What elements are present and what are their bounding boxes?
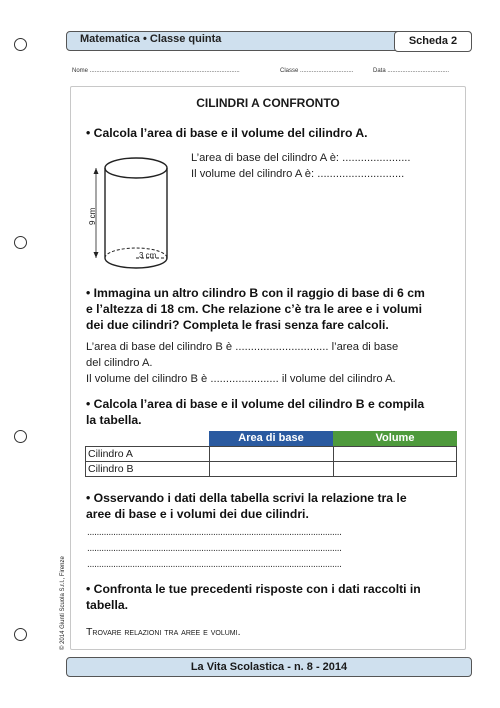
answer-dots-line[interactable]: ...........................................................................................................	[87, 527, 342, 538]
table-header-area: Area di base	[209, 431, 333, 446]
binder-hole	[14, 38, 27, 51]
table-cell-volume-b[interactable]	[333, 461, 457, 477]
question-3-line-2: la tabella.	[86, 413, 142, 427]
answer-volume-a: Il volume del cilindro A è: ............................	[191, 168, 405, 180]
learning-objective: Trovare relazioni tra aree e volumi.	[86, 626, 241, 638]
table-cell-volume-a[interactable]	[333, 446, 457, 462]
answer-dots-line[interactable]: ...........................................................................................................	[87, 543, 342, 554]
question-1: • Calcola l’area di base e il volume del cilindro A.	[86, 126, 368, 140]
binder-hole	[14, 430, 27, 443]
question-5-line-2: tabella.	[86, 598, 128, 612]
question-4-line-1: • Osservando i dati della tabella scrivi la relazione tra le	[86, 491, 407, 505]
question-2-line-2: e l’altezza di 18 cm. Che relazione c’è tra le aree e i volumi	[86, 302, 422, 316]
table-cell-area-b[interactable]	[209, 461, 334, 477]
cylinder-radius-label: 3 cm	[139, 251, 157, 260]
question-3-line-1: • Calcola l’area di base e il volume del cilindro B e compila	[86, 397, 425, 411]
header-title: Matematica • Classe quinta	[80, 33, 222, 45]
question-2-answer-1: L’area di base del cilindro B è .............................. l’area di base	[86, 341, 399, 353]
copyright-notice: © 2014 Giunti Scuola S.r.l., Firenze	[60, 556, 66, 650]
question-2-line-1: • Immagina un altro cilindro B con il raggio di base di 6 cm	[86, 286, 425, 300]
field-classe: Classe ................................	[280, 68, 354, 74]
binder-hole	[14, 628, 27, 641]
question-5-line-1: • Confronta le tue precedenti risposte con i dati raccolti in	[86, 582, 421, 596]
question-2-answer-3: Il volume del cilindro B è ...................... il volume del cilindro A.	[86, 373, 396, 385]
cylinder-a-drawing	[82, 150, 182, 282]
field-data: Data .....................................	[373, 68, 450, 74]
answer-dots-line[interactable]: ...........................................................................................................	[87, 559, 342, 570]
table-header-volume: Volume	[333, 431, 457, 446]
binder-hole	[14, 236, 27, 249]
question-2-line-3: dei due cilindri? Completa le frasi senza fare calcoli.	[86, 318, 389, 332]
field-nome: Nome ..........................................................................................	[72, 68, 240, 74]
table-row-label: Cilindro A	[85, 446, 210, 462]
table-cell-area-a[interactable]	[209, 446, 334, 462]
question-2-answer-2: del cilindro A.	[86, 357, 153, 369]
answer-area-a: L’area di base del cilindro A è: ......................	[191, 152, 411, 164]
table-row-label: Cilindro B	[85, 461, 210, 477]
worksheet-title: CILINDRI A CONFRONTO	[196, 96, 340, 110]
scheda-label: Scheda 2	[394, 31, 472, 52]
cylinder-height-label: 9 cm	[88, 207, 97, 225]
footer-bar: La Vita Scolastica - n. 8 - 2014	[66, 657, 472, 677]
question-4-line-2: aree di base e i volumi dei due cilindri.	[86, 507, 309, 521]
